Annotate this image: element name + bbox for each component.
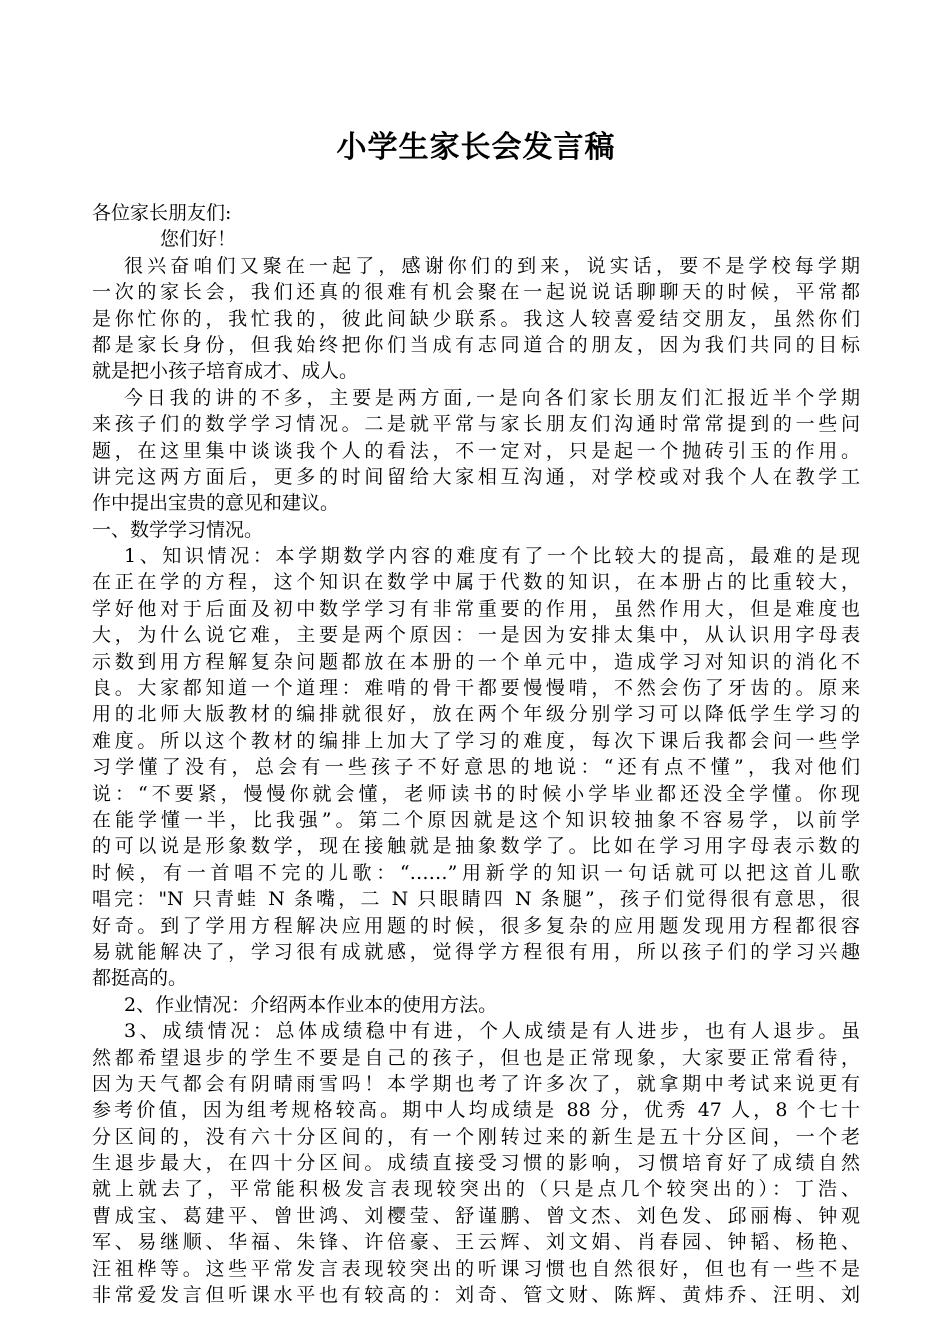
text-line: 时候，有一首唱不完的儿歌：“……”用新学的知识一句话就可以把这首儿歌 [92, 861, 860, 884]
text-line: 军、易继顺、华福、朱锋、许倍豪、王云辉、刘文娟、肖春园、钟韬、杨艳、 [92, 1231, 860, 1254]
text-line: 1、知识情况：本学期数学内容的难度有了一个比较大的提高，最难的是现 [124, 545, 860, 568]
document-title: 小学生家长会发言稿 [336, 130, 616, 165]
text-line: 的可以说是形象数学，现在接触就是抽象数学了。比如在学习用字母表示数的 [92, 835, 860, 858]
text-line: 汪祖桦等。这些平常发言表现较突出的听课习惯也自然很好，但也有一些不是 [92, 1257, 860, 1280]
text-line: 来孩子们的数学学习情况。二是就平常与家长朋友们沟通时常常提到的一些问 [92, 413, 860, 436]
text-line: 唱完："N 只青蛙 N 条嘴，二 N 只眼睛四 N 条腿”，孩子们觉得很有意思，很 [92, 888, 860, 911]
text-line: 一次的家长会，我们还真的很难有机会聚在一起说说话聊聊天的时候，平常都 [92, 281, 860, 304]
text-line: 讲完这两方面后，更多的时间留给大家相互沟通，对学校或对我个人在教学工 [92, 465, 860, 488]
text-line: 因为天气都会有阴晴雨雪吗！本学期也考了许多次了，就拿期中考试来说更有 [92, 1072, 860, 1095]
text-line: 用的北师大版教材的编排就很好，放在两个年级分别学习可以降低学生学习的 [92, 703, 860, 726]
text-line: 说：“不要紧，慢慢你就会懂，老师读书的时候小学毕业都还没全学懂。你现 [92, 782, 860, 805]
text-line: 难度。所以这个教材的编排上加大了学习的难度，每次下课后我都会问一些学 [92, 729, 860, 752]
text-line: 是你忙你的，我忙我的，彼此间缺少联系。我这人较喜爱结交朋友，虽然你们 [92, 307, 860, 330]
text-line: 作中提出宝贵的意见和建议。 [92, 492, 340, 515]
text-line: 习学懂了没有，总会有一些孩子不好意思的地说：“还有点不懂”，我对他们 [92, 756, 860, 779]
document-page [92, 126, 860, 1308]
text-line: 都挺高的。 [92, 967, 188, 990]
text-line: 3、成绩情况：总体成绩稳中有进，个人成绩是有人进步，也有人退步。虽 [124, 1020, 860, 1043]
text-line: 2、作业情况：介绍两本作业本的使用方法。 [124, 993, 498, 1016]
text-line: 大，为什么说它难，主要是两个原因：一是因为安排太集中，从认识用字母表 [92, 624, 860, 647]
text-line: 在正在学的方程，这个知识在数学中属于代数的知识，在本册占的比重较大， [92, 571, 860, 594]
text-line: 生退步最大，在四十分区间。成绩直接受习惯的影响，习惯培育好了成绩自然 [92, 1152, 860, 1175]
text-line: 易就能解决了，学习很有成就感，觉得学方程很有用，所以孩子们的学习兴趣 [92, 940, 860, 963]
text-line: 很兴奋咱们又聚在一起了，感谢你们的到来，说实话，要不是学校每学期 [124, 254, 860, 277]
text-line: 非常爱发言但听课水平也有较高的：刘奇、管文财、陈辉、黄炜乔、汪明、刘 [92, 1284, 860, 1307]
text-line: 然都希望退步的学生不要是自己的孩子，但也是正常现象，大家要正常看待， [92, 1046, 860, 1069]
text-line: 就上就去了，平常能积极发言表现较突出的（只是点几个较突出的）：丁浩、 [92, 1178, 860, 1201]
text-line: 就是把小孩子培育成才、成人。 [92, 360, 359, 383]
text-line: 示数到用方程解复杂问题都放在本册的一个单元中，造成学习对知识的消化不 [92, 650, 860, 673]
text-line: 参考价值，因为组考规格较高。期中人均成绩是 88 分，优秀 47 人，8 个七十 [92, 1099, 860, 1122]
text-line: 今日我的讲的不多，主要是两方面,一是向各们家长朋友们汇报近半个学期 [124, 386, 860, 409]
text-line: 一、数学学习情况。 [92, 518, 264, 541]
document-body [92, 200, 860, 1308]
text-line: 都是家长身份，但我始终把你们当成有志同道合的朋友，因为我们共同的目标 [92, 333, 860, 356]
text-line: 好奇。到了学用方程解决应用题的时候，很多复杂的应用题发现用方程都很容 [92, 914, 860, 937]
text-line: 学好他对于后面及初中数学学习有非常重要的作用，虽然作用大，但是难度也 [92, 597, 860, 620]
text-line: 曹成宝、葛建平、曾世鸿、刘樱莹、舒谨鹏、曾文杰、刘色发、邱丽梅、钟观 [92, 1204, 860, 1227]
text-line: 您们好！ [160, 228, 237, 251]
text-line: 分区间的，没有六十分区间的，有一个刚转过来的新生是五十分区间，一个老 [92, 1125, 860, 1148]
text-line: 题，在这里集中谈谈我个人的看法，不一定对，只是起一个抛砖引玉的作用。 [92, 439, 860, 462]
text-line: 在能学懂一半，比我强”。第二个原因就是这个知识较抽象不容易学，以前学 [92, 808, 860, 831]
text-line: 各位家长朋友们: [92, 202, 232, 224]
text-line: 良。大家都知道一个道理：难啃的骨干都要慢慢啃，不然会伤了牙齿的。原来 [92, 677, 860, 700]
